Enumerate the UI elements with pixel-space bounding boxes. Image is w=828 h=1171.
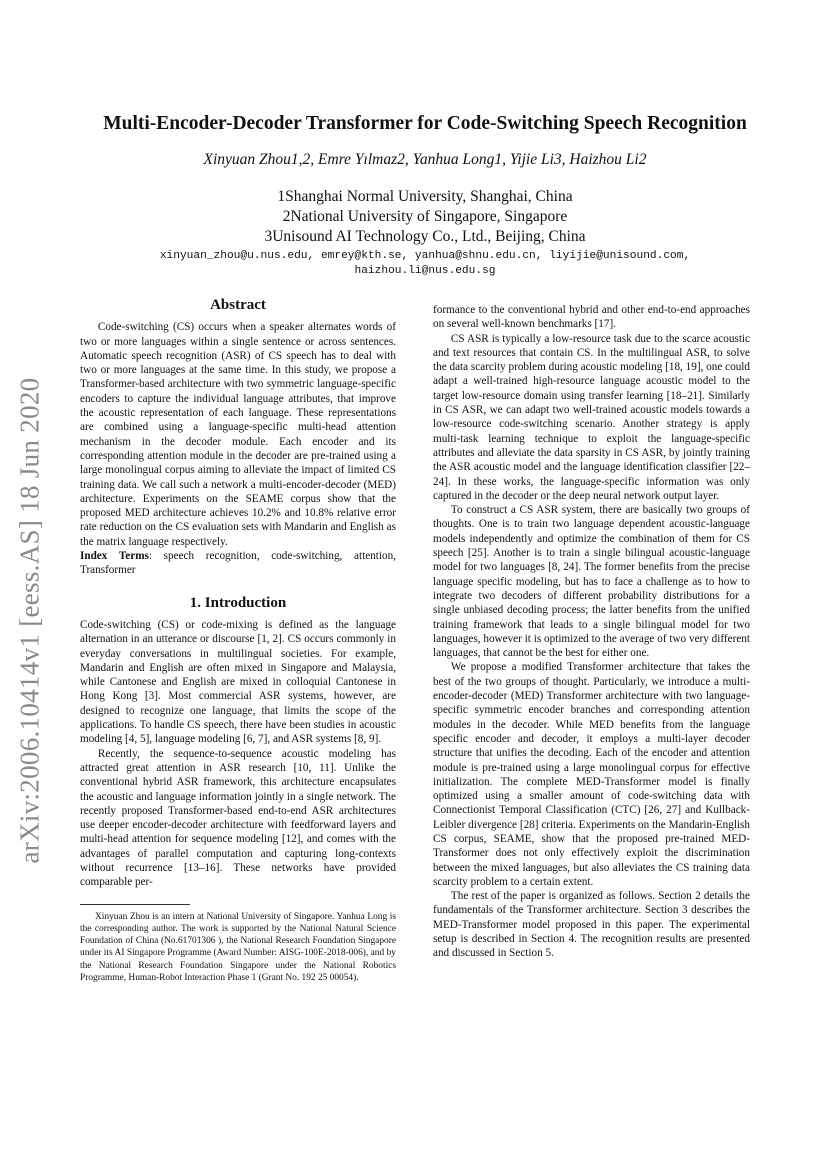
abstract-text: Code-switching (CS) occurs when a speaker alternates words of two or more languages within a single sentence or across sentences. Automatic speech recognition (ASR) of CS speech has to deal with two or more languages at the same time. In this study, we propose a Transformer-based architecture with two symmetric language-specific encoders to capture the individual language attributes, that improve the acoustic representation of each language. These representations are combined using a language-specific multi-head attention mechanism in the decoder module. Each encoder and its corresponding attention module in the decoder are pre-trained using a large monolingual corpus aiming to alleviate the impact of limited CS training data. We call such a network a multi-encoder-decoder (MED) architecture. Experiments on the SEAME corpus show that the proposed MED architecture achieves 10.2% and 10.8% relative error rate reduction on the CS evaluation sets with Mandarin and English as the matrix language respectively. [80, 321, 396, 548]
affiliations [60, 187, 790, 247]
right-paragraph-5: The rest of the paper is organized as follows. Section 2 details the fundamentals of the Transformer architecture. Section 3 describes the MED-Transformer model proposed in this paper. The experimental setup is described in Section 4. The recognition results are presented and discussed in Section 5. [433, 890, 750, 960]
affiliation-2: 2National University of Singapore, Singapore [282, 208, 568, 225]
right-paragraph-1: formance to the conventional hybrid and other end-to-end approaches on several well-known benchmarks [17]. [433, 304, 750, 331]
arxiv-identifier [0, 340, 60, 900]
abstract-heading: Abstract [210, 297, 266, 313]
affiliation-3: 3Unisound AI Technology Co., Ltd., Beijing, China [264, 228, 586, 245]
right-paragraph-3: To construct a CS ASR system, there are basically two groups of thoughts. One is to train two language dependent acoustic-language models independently and optimize the combination of them for CS speech [25]. Another is to train a single bilingual acoustic-language model for two languages [8, 24]. The former benefits from the precise language specific modeling, but has to face a challenge as to how to integrate two decoders of different probability distributions for a single unbiased decoding process; the latter benefits from the unified training framework that leads to a single bilingual model for two languages, however it is optimized to the average of two very different languages, that cannot be the best for either one. [433, 504, 750, 660]
footnote: Xinyuan Zhou is an intern at National University of Singapore. Yanhua Long is the corresponding author. The work is supported by the National Natural Science Foundation of China (No.61701306 ), the National Research Foundation Singapore under its AI Singapore Programme (Award Number: AISG-100E-2018-006), and by the National Research Foundation Singapore under the National Robotics Programme, Human-Robot Interaction Phase 1 (Grant No. 192 25 00054). [80, 911, 396, 984]
arxiv-identifier-text: arXiv:2006.10414v1 [eess.AS] 18 Jun 2020 [14, 377, 45, 863]
introduction-heading: 1. Introduction [189, 594, 287, 611]
intro-paragraph-2: Recently, the sequence-to-sequence acoustic modeling has attracted great attention in ASR research [10, 11]. Unlike the conventional hybrid ASR framework, this architecture encapsulates the acoustic and language information jointly in a single network. The recently proposed Transformer-based end-to-end ASR architectures use deeper encoder-decoder architecture with feedforward layers and multi-head attention for sequence modeling [12], and comes with the advantages of parallel computation and capturing long-contexts without recurrence [13–16]. These networks have provided comparable per- [80, 747, 396, 889]
index-terms-label: Index Terms [80, 550, 149, 563]
index-terms [80, 549, 396, 578]
footnote-rule [80, 904, 190, 905]
right-column [433, 303, 750, 961]
affiliation-1: 1Shanghai Normal University, Shanghai, China [277, 188, 573, 205]
email-line-1: xinyuan_zhou@u.nus.edu, emrey@kth.se, yanhua@shnu.edu.cn, liyijie@unisound.com, [159, 250, 691, 262]
intro-paragraph-1: Code-switching (CS) or code-mixing is defined as the language alternation in an utterance or discourse [1, 2]. CS occurs commonly in everyday conversations in multilingual societies. For example, Mandarin and English are often mixed in Singapore and Malaysia, while Cantonese and English are mixed in colloquial Cantonese in Hong Kong [3]. Most commercial ASR systems, however, are designed to recognize one language, that limits the scope of the applications. To handle CS speech, there have been studies in acoustic modeling [4, 5], language modeling [6, 7], and ASR systems [8, 9]. [80, 618, 396, 746]
email-line-2: haizhou.li@nus.edu.sg [354, 264, 496, 277]
right-paragraph-2: CS ASR is typically a low-resource task due to the scarce acoustic and text resources that contain CS. In the multilingual ASR, to solve the data scarcity problem during acoustic modeling [18, 19], one could adapt a well-trained high-resource language acoustic model to the target low-resource domain using transfer learning [18–21]. Similarly in CS ASR, we can adapt two well-trained acoustic models towards a low-resource code-switching scenario. Another strategy is apply multi-task learning technique to exploit the language-specific attributes and alleviate the data sparsity in CS ASR, by jointly training the ASR acoustic model and the language identification classifier [22–24]. In these works, the language-specific information was only captured in the decoder or the deep neural network output layer. [433, 332, 750, 502]
email-list [90, 249, 760, 278]
index-terms-text: : speech recognition, code-switching, attention, Transformer [80, 550, 396, 577]
left-column [80, 298, 396, 984]
right-paragraph-4: We propose a modified Transformer architecture that takes the best of the two groups of thought. Particularly, we introduce a multi-encoder-decoder (MED) Transformer architecture with two language-specific symmetric encoder branches and corresponding attention modules in the decoder. While MED benefits from the language specific encoder and decoder, it employs a multi-layer decoder structure that unifies the decoding. Each of the encoder and attention module is pre-trained using a large monolingual corpus for effective initialization. The complete MED-Transformer model is finally optimized using a smaller amount of code-switching data with Connectionist Temporal Classification (CTC) [26, 27] and Kullback-Leibler divergence [28] criteria. Experiments on the Mandarin-English CS corpus, SEAME, show that the proposed pre-trained MED-Transformer does not only effectively exploit the discrimination between the mixed languages, but also alleviates the CS training data scarcity problem to a certain extent. [433, 661, 750, 888]
paper-title: Multi-Encoder-Decoder Transformer for Code-Switching Speech Recognition [103, 113, 747, 134]
author-list: Xinyuan Zhou1,2, Emre Yılmaz2, Yanhua Long1, Yijie Li3, Haizhou Li2 [203, 151, 647, 168]
